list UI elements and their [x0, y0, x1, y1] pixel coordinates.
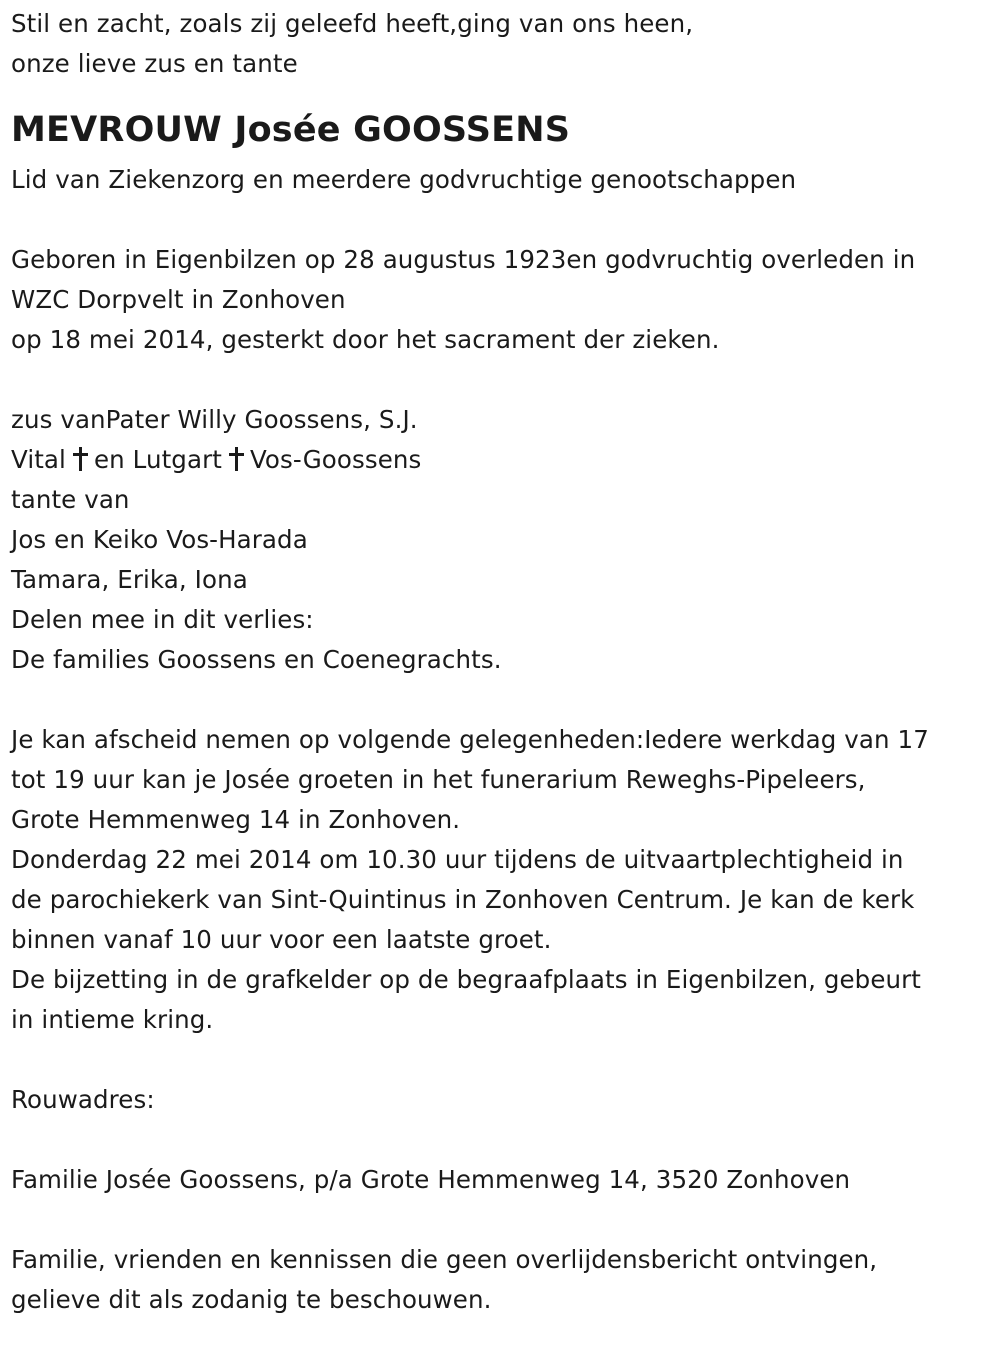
- farewell-line: de parochiekerk van Sint-Quintinus in Zonhoven Centrum. Je kan de kerk: [11, 885, 915, 914]
- deceased-name: MEVROUW Josée GOOSSENS: [11, 110, 571, 150]
- closing-line: Familie, vrienden en kennissen die geen overlijdensbericht ontvingen,: [11, 1245, 878, 1274]
- families-line: De families Goossens en Coenegrachts.: [11, 645, 502, 674]
- farewell-line: in intieme kring.: [11, 1005, 214, 1034]
- relative-line: Tamara, Erika, Iona: [11, 565, 248, 594]
- siblings-line: [11, 440, 996, 480]
- farewell-line: binnen vanaf 10 uur voor een laatste groet.: [11, 925, 552, 954]
- sister-of-line: zus vanPater Willy Goossens, S.J.: [11, 405, 418, 434]
- closing-line: gelieve dit als zodanig te beschouwen.: [11, 1285, 492, 1314]
- mourning-address-label: Rouwadres:: [11, 1085, 155, 1114]
- membership-line: Lid van Ziekenzorg en meerdere godvruchtige genootschappen: [11, 165, 797, 194]
- spacer: [11, 200, 996, 240]
- sharing-line: Delen mee in dit verlies:: [11, 605, 314, 634]
- sibling-surname: Vos-Goossens: [249, 445, 422, 474]
- cross-icon: [72, 445, 88, 471]
- cross-icon: [228, 445, 244, 471]
- spacer: [11, 1200, 996, 1240]
- relative-line: Jos en Keiko Vos-Harada: [11, 525, 308, 554]
- aunt-of-line: tante van: [11, 485, 130, 514]
- spacer: [11, 1040, 996, 1080]
- spacer: [11, 1120, 996, 1160]
- birth-death-line: op 18 mei 2014, gesterkt door het sacrament der zieken.: [11, 325, 720, 354]
- farewell-line: Donderdag 22 mei 2014 om 10.30 uur tijdens de uitvaartplechtigheid in: [11, 845, 904, 874]
- farewell-line: De bijzetting in de grafkelder op de begraafplaats in Eigenbilzen, gebeurt: [11, 965, 921, 994]
- farewell-line: Je kan afscheid nemen op volgende gelegenheden:Iedere werkdag van 17: [11, 725, 929, 754]
- farewell-line: Grote Hemmenweg 14 in Zonhoven.: [11, 805, 461, 834]
- sibling-name: Vital: [11, 445, 66, 474]
- sibling-name: en Lutgart: [93, 445, 222, 474]
- spacer: [11, 680, 996, 720]
- birth-death-line: Geboren in Eigenbilzen op 28 augustus 1923en godvruchtig overleden in: [11, 245, 916, 274]
- spacer: [11, 360, 996, 400]
- obituary-document: [11, 4, 996, 1320]
- mourning-address: Familie Josée Goossens, p/a Grote Hemmenweg 14, 3520 Zonhoven: [11, 1165, 851, 1194]
- farewell-line: tot 19 uur kan je Josée groeten in het funerarium Reweghs-Pipeleers,: [11, 765, 866, 794]
- intro-line: onze lieve zus en tante: [11, 49, 298, 78]
- intro-line: Stil en zacht, zoals zij geleefd heeft,ging van ons heen,: [11, 9, 694, 38]
- birth-death-line: WZC Dorpvelt in Zonhoven: [11, 285, 346, 314]
